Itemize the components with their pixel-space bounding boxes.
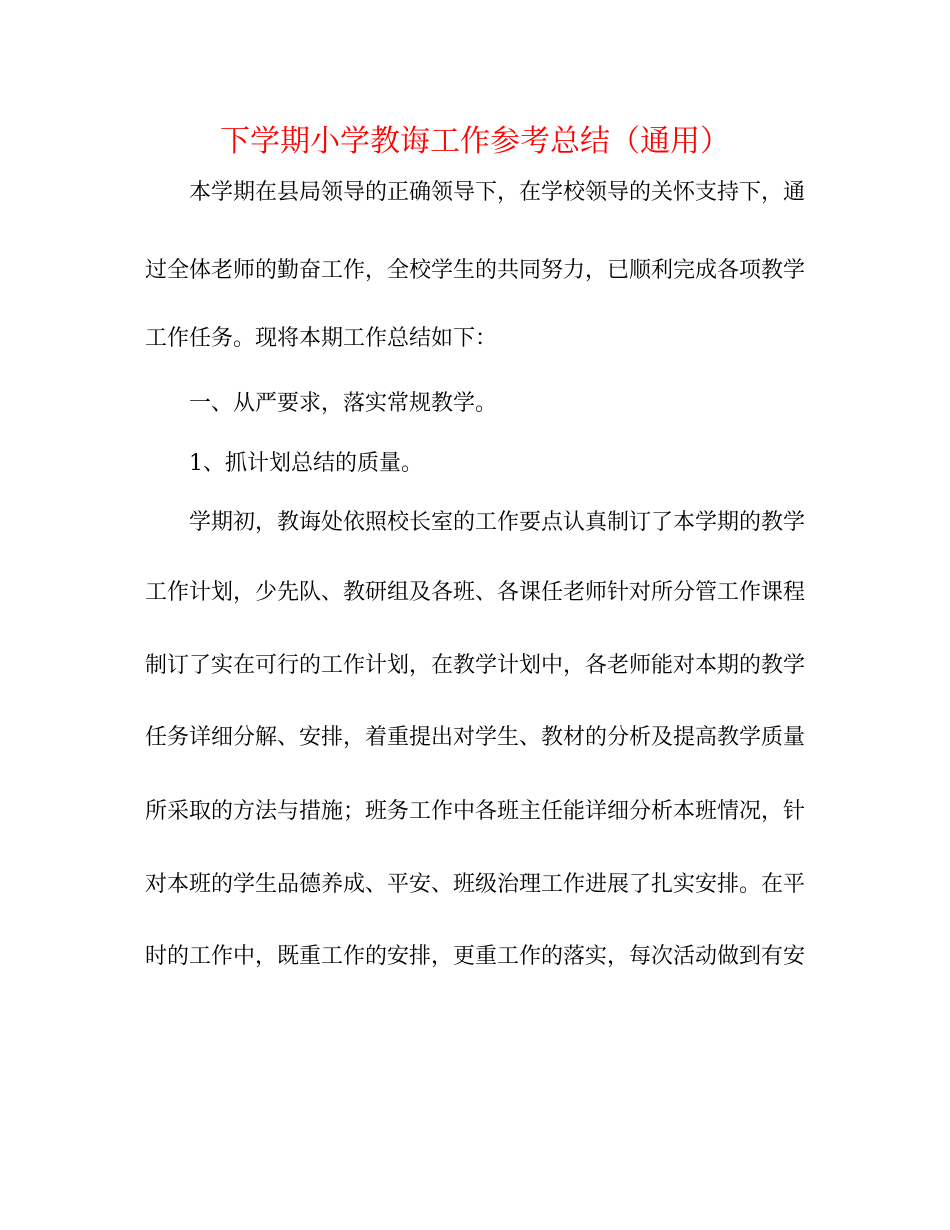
text-line-6: 学期初，教诲处依照校长室的工作要点认真制订了本学期的教学: [189, 510, 806, 535]
text-line-10: 所采取的方法与措施；班务工作中各班主任能详细分析本班情况，针: [145, 799, 806, 824]
document-title: 下学期小学教诲工作参考总结（通用）: [220, 124, 730, 159]
text-line-8: 制订了实在可行的工作计划，在教学计划中，各老师能对本期的教学: [145, 653, 806, 678]
text-line-12: 时的工作中，既重工作的安排，更重工作的落实，每次活动做到有安: [145, 944, 806, 969]
text-line-3: 工作任务。现将本期工作总结如下：: [145, 326, 498, 351]
text-line-2: 过全体老师的勤奋工作，全校学生的共同努力，已顺利完成各项教学: [145, 258, 806, 283]
text-line-7: 工作计划，少先队、教研组及各班、各课任老师针对所分管工作课程: [145, 580, 806, 605]
text-line-1: 本学期在县局领导的正确领导下，在学校领导的关怀支持下，通: [189, 180, 806, 205]
section-heading-1: 一、从严要求，落实常规教学。: [189, 391, 498, 416]
subsection-heading-1: 1、抓计划总结的质量。: [189, 451, 423, 476]
text-line-9: 任务详细分解、安排，着重提出对学生、教材的分析及提高教学质量: [145, 725, 806, 750]
text-line-11: 对本班的学生品德养成、平安、班级治理工作进展了扎实安排。在平: [145, 872, 806, 897]
